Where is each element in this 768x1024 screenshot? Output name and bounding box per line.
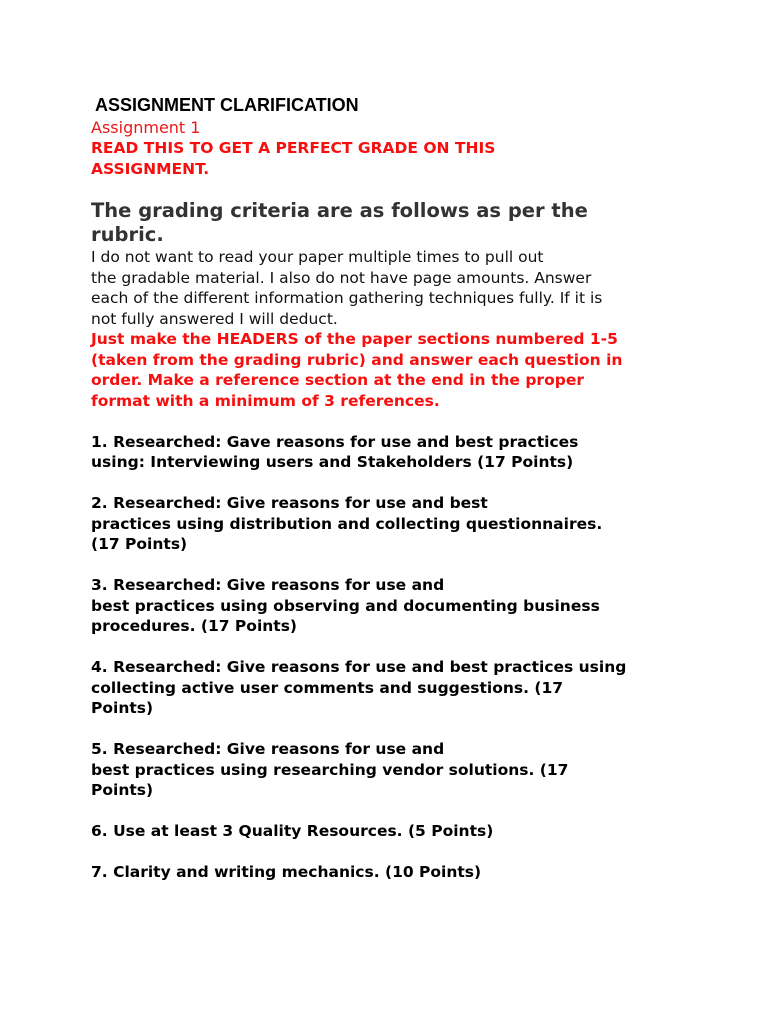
assignment-subtitle: Assignment 1 — [91, 118, 201, 137]
intro-line: I do not want to read your paper multiple times to pull out — [91, 248, 544, 266]
criterion-6 — [91, 821, 691, 842]
criterion-line: 6. Use at least 3 Quality Resources. (5 Points) — [91, 822, 494, 840]
criterion-line: Points) — [91, 781, 154, 799]
criterion-7 — [91, 862, 691, 883]
instructions-line: Just make the HEADERS of the paper sections numbered 1-5 — [91, 330, 618, 348]
heading-line: The grading criteria are as follows as per the — [91, 199, 588, 222]
criterion-line: procedures. (17 Points) — [91, 617, 298, 635]
criterion-line: (17 Points) — [91, 535, 188, 553]
criterion-line: 5. Researched: Give reasons for use and — [91, 740, 445, 758]
intro-line: the gradable material. I also do not have page amounts. Answer — [91, 268, 592, 287]
criterion-line: 2. Researched: Give reasons for use and best — [91, 494, 488, 512]
instructions-line: order. Make a reference section at the end in the proper — [91, 371, 584, 389]
instructions-line: format with a minimum of 3 references. — [91, 391, 440, 410]
instructions-line: (taken from the grading rubric) and answer each question in — [91, 350, 623, 369]
document-title: ASSIGNMENT CLARIFICATION — [95, 95, 359, 115]
criterion-line: best practices using observing and documenting business — [91, 596, 600, 615]
criterion-line: using: Interviewing users and Stakeholders (17 Points) — [91, 453, 574, 471]
instructions-paragraph — [91, 329, 691, 411]
intro-line: not fully answered I will deduct. — [91, 309, 338, 328]
warning-line: ASSIGNMENT. — [91, 159, 210, 178]
perfect-grade-warning — [91, 138, 691, 179]
warning-line: READ THIS TO GET A PERFECT GRADE ON THIS — [91, 139, 496, 157]
criterion-line: 1. Researched: Gave reasons for use and best practices — [91, 432, 579, 451]
criterion-5 — [91, 739, 691, 801]
heading-line: rubric. — [91, 223, 164, 246]
document-content — [91, 94, 691, 883]
criterion-line: 7. Clarity and writing mechanics. (10 Points) — [91, 863, 482, 881]
intro-paragraph — [91, 247, 691, 329]
criterion-line: 3. Researched: Give reasons for use and — [91, 576, 445, 594]
intro-line: each of the different information gathering techniques fully. If it is — [91, 289, 603, 307]
criterion-3 — [91, 575, 691, 637]
criterion-line: best practices using researching vendor solutions. (17 — [91, 760, 569, 779]
criterion-4 — [91, 657, 691, 719]
grading-criteria-heading — [91, 199, 691, 247]
criterion-2 — [91, 493, 691, 555]
criterion-line: collecting active user comments and suggestions. (17 — [91, 678, 564, 697]
criterion-1 — [91, 432, 691, 473]
criterion-line: practices using distribution and collecting questionnaires. — [91, 514, 603, 533]
criterion-line: 4. Researched: Give reasons for use and best practices using — [91, 658, 627, 676]
criterion-line: Points) — [91, 699, 154, 717]
